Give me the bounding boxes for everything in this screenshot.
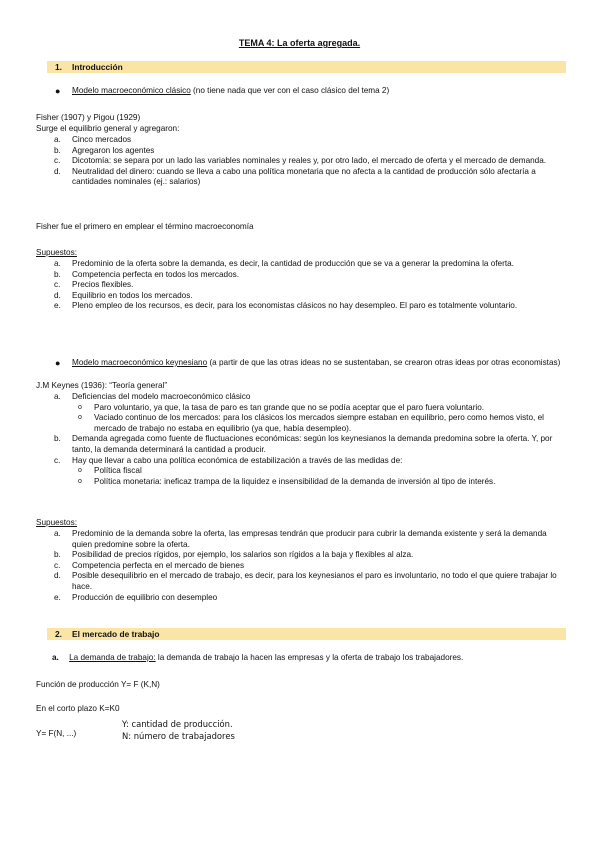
list-marker: d. bbox=[54, 290, 61, 300]
list-item bbox=[52, 561, 560, 572]
keynes-supuestos-label: Supuestos: bbox=[36, 518, 77, 527]
section-title: Introducción bbox=[72, 62, 123, 72]
section-number: 1. bbox=[55, 62, 62, 72]
list-text: Posible desequilibrio en el mercado de trabajo, es decir, para los keynesianos el paro es involuntario, no todo el que quiere trabajar lo hace. bbox=[72, 571, 557, 591]
list-text: Precios flexibles. bbox=[72, 280, 134, 290]
classic-model-link[interactable]: Modelo macroeconómico clásico bbox=[72, 86, 191, 95]
funcion-produccion: Función de producción Y= F (K,N) bbox=[36, 680, 160, 689]
keynes-item-c: c. Hay que llevar a cabo una política económica de estabilización a través de las medidas de: o Política fiscal o Política monetaria: ineficaz trampa de la liquidez e insensibilidad de la demanda de inversión al tipo de interés. bbox=[52, 456, 560, 488]
list-item bbox=[52, 146, 560, 157]
list-item bbox=[52, 529, 560, 550]
keynes-model-bullet bbox=[47, 358, 567, 369]
list-marker: c. bbox=[54, 280, 61, 290]
list-marker: e. bbox=[54, 592, 61, 602]
list-text: Competencia perfecta en todos los mercados. bbox=[72, 269, 240, 279]
keynes-items bbox=[52, 392, 560, 487]
section-header-introduccion bbox=[47, 61, 566, 73]
list-marker: d. bbox=[54, 571, 61, 581]
list-item bbox=[52, 270, 560, 281]
list-text: Dicotomía: se separa por un lado las variables nominales y reales y, por otro lado, el mercado de oferta y el mercado de demanda. bbox=[72, 156, 547, 166]
classic-model-note: (no tiene nada que ver con el caso clásico del tema 2) bbox=[190, 86, 390, 95]
keynes-authors: J.M Keynes (1936): “Teoría general” bbox=[36, 381, 168, 390]
list-marker: d. bbox=[54, 166, 61, 176]
list-item bbox=[52, 259, 560, 270]
bullet-icon: ● bbox=[55, 358, 61, 368]
list-text: Predominio de la demanda sobre la oferta, las empresas tendrán que producir para cubrir la demanda existente y será la demanda quien predomine sobre la oferta. bbox=[72, 529, 547, 549]
list-text: Equilibrio en todos los mercados. bbox=[72, 290, 193, 300]
list-marker: b. bbox=[54, 269, 61, 279]
list-marker: b. bbox=[54, 145, 61, 155]
list-text: Competencia perfecta en el mercado de bienes bbox=[72, 560, 245, 570]
list-item bbox=[52, 291, 560, 302]
corto-plazo: En el corto plazo K=K0 bbox=[36, 704, 120, 713]
keynes-item-b: b. Demanda agregada como fuente de fluctuaciones económicas: según los keynesianos la demanda predomina sobre la oferta. Y, por tanto, la demanda determinará la cantidad a producir. bbox=[54, 434, 553, 454]
list-item bbox=[52, 167, 560, 188]
sub-list-item: o Política monetaria: ineficaz trampa de la liquidez e insensibilidad de la demanda de inversión al tipo de interés. bbox=[78, 476, 496, 486]
demanda-trabajo-link[interactable]: La demanda de trabajo: bbox=[69, 653, 156, 662]
fisher-note: Fisher fue el primero en emplear el término macroeconomía bbox=[36, 222, 254, 231]
list-marker: c. bbox=[54, 560, 61, 570]
classic-intro: Surge el equilibrio general y agregaron: bbox=[36, 124, 180, 133]
classic-authors: Fisher (1907) y Pigou (1929) bbox=[36, 113, 141, 122]
n-definition: N: número de trabajadores bbox=[122, 731, 235, 741]
sub-list-item: o Paro voluntario, ya que, la tasa de paro es tan grande que no se podía aceptar que el paro fuera voluntario. bbox=[78, 402, 485, 412]
keynes-c-sublist bbox=[72, 466, 560, 487]
keynes-supuestos-list bbox=[52, 529, 560, 603]
page-title: TEMA 4: La oferta agregada. bbox=[238, 38, 361, 48]
list-marker: a. bbox=[54, 135, 61, 144]
circle-bullet-icon: o bbox=[78, 477, 82, 485]
list-item bbox=[52, 156, 560, 167]
list-marker: b. bbox=[54, 550, 61, 560]
circle-bullet-icon: o bbox=[78, 467, 82, 475]
list-text: Neutralidad del dinero: cuando se lleva a cabo una política monetaria que no afecta a la cantidad de producción sólo afectaría a cantidades nominales (ej.: salarios) bbox=[72, 166, 536, 187]
classic-items-list bbox=[52, 135, 560, 188]
list-item bbox=[52, 135, 560, 146]
trabajo-item-a: a. La demanda de trabajo: la demanda de trabajo la hacen las empresas y la oferta de trabajo los trabajadores. bbox=[52, 653, 464, 662]
list-marker: a. bbox=[54, 529, 61, 538]
keynes-a-sublist bbox=[72, 403, 560, 435]
sub-list-item: o Política fiscal bbox=[78, 466, 142, 476]
production-function-short: Y= F(N, ...) bbox=[36, 729, 77, 738]
list-text: Producción de equilibrio con desempleo bbox=[72, 592, 218, 602]
y-definition: Y: cantidad de producción. bbox=[122, 719, 233, 729]
keynes-item-a: a. Deficiencias del modelo macroeconómico clásico o Paro voluntario, ya que, la tasa de paro es tan grande que no se podía aceptar que el paro fuera voluntario. o Vaciado continuo de los mercados: para los clásicos los mercados siempre estaban en equilibrio, pero como hemos visto, el mercado de trabajo no estaba en equilibrio (ya que, había desempleo). bbox=[52, 392, 560, 434]
list-marker: a. bbox=[54, 259, 61, 268]
list-item bbox=[52, 301, 560, 312]
list-item bbox=[52, 571, 560, 592]
classic-supuestos-label: Supuestos: bbox=[36, 248, 77, 257]
circle-bullet-icon: o bbox=[78, 414, 82, 422]
list-item bbox=[52, 280, 560, 291]
section-title: El mercado de trabajo bbox=[72, 629, 160, 639]
keynes-model-link[interactable]: Modelo macroeconómico keynesiano bbox=[72, 358, 208, 367]
list-text: Agregaron los agentes bbox=[72, 145, 155, 155]
list-text: Posibilidad de precios rígidos, por ejemplo, los salarios son rígidos a la baja y flexibles al alza. bbox=[72, 550, 414, 560]
classic-model-bullet bbox=[47, 86, 567, 97]
sub-list-item: o Vaciado continuo de los mercados: para los clásicos los mercados siempre estaban en equilibrio, pero como hemos visto, el mercado de trabajo no estaba en equilibrio (ya que, había desempleo). bbox=[78, 413, 544, 433]
list-text: Predominio de la oferta sobre la demanda, es decir, la cantidad de producción que se va a generar la predomina la oferta. bbox=[72, 259, 514, 268]
classic-supuestos-list bbox=[52, 259, 560, 312]
section-header-mercado-trabajo bbox=[47, 628, 566, 640]
bullet-icon: ● bbox=[55, 86, 61, 96]
circle-bullet-icon: o bbox=[78, 403, 82, 411]
list-marker: e. bbox=[54, 301, 61, 311]
list-item bbox=[52, 550, 560, 561]
list-text: Pleno empleo de los recursos, es decir, para los economistas clásicos no hay desempleo. El paro es totalmente voluntario. bbox=[72, 301, 518, 311]
list-item bbox=[52, 593, 560, 604]
list-marker: c. bbox=[54, 156, 61, 166]
section-number: 2. bbox=[55, 629, 62, 639]
keynes-model-note: (a partir de que las otras ideas no se sustentaban, se crearon otras ideas por otras economistas) bbox=[207, 358, 561, 367]
list-text: Cinco mercados bbox=[72, 135, 132, 144]
